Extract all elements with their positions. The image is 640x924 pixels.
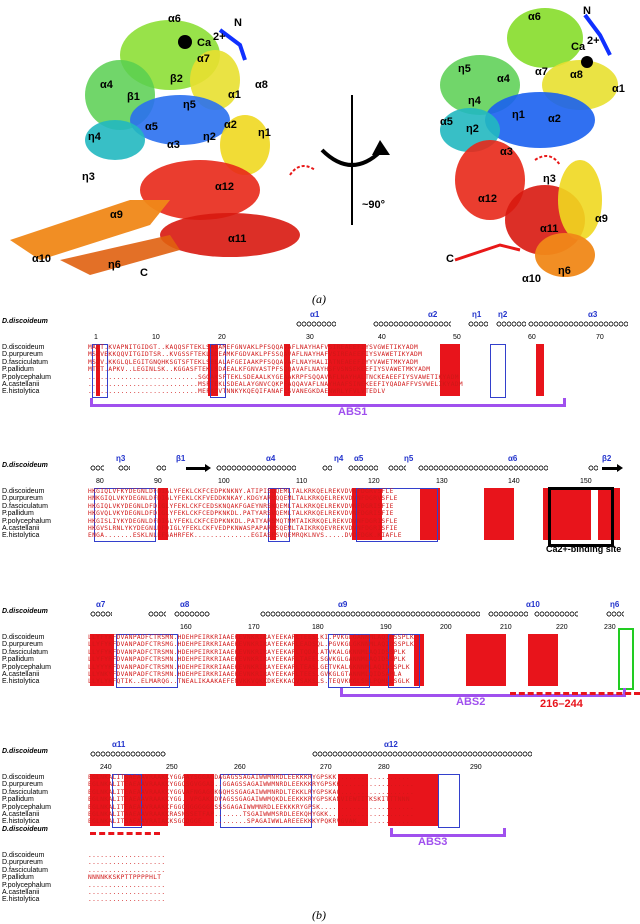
species-names: [2, 634, 51, 686]
sequence-line: HKGVQLVKYDEGNLDFDIGLYFEKLCKFCEDPKNKDL.PATYARSVQEMLTALKRKQELREKVDVNFDGRISFIE: [88, 510, 394, 518]
sequence-line: ENGA.......ESKLNLEFGAHRFEK..............EGIASFSVQEMRQKLNVS.....DVDFDGK.KIAFLE: [88, 532, 402, 540]
residue-number: 200: [440, 624, 452, 631]
sequence-lines: [88, 634, 636, 686]
secondary-structure-row: [88, 310, 636, 332]
species-name: D.fasciculatum: [2, 502, 48, 510]
svg-text:η2: η2: [203, 131, 216, 143]
svg-text:α8: α8: [570, 69, 583, 81]
species-name: D.purpureum: [2, 351, 43, 359]
helix-coil: [216, 465, 296, 471]
sequence-line: EGLNKALITAAEAAVRAAKKRASNSSETFAP.......TSGAIWWMSRDLEEKQHYGKK.....................: [88, 810, 415, 818]
sequence-line: EGLNKALITEAEAAVRAAKKFGGGGGGGGGGSSSGAGAIWWMNRDLEEKKKRYGPSK.......................: [88, 803, 415, 811]
reference-species-header: D.discoideum: [2, 318, 48, 325]
species-name: P.pallidum: [2, 796, 34, 804]
secondary-structure-label: α1: [310, 310, 320, 319]
secondary-structure-row: [88, 454, 636, 476]
species-name: A.castellanii: [2, 380, 40, 388]
residue-number: 80: [96, 478, 104, 485]
species-name: D.discoideum: [2, 852, 45, 859]
svg-text:α3: α3: [500, 146, 513, 158]
species-name: D.discoideum: [2, 344, 45, 351]
secondary-structure-label: η6: [610, 600, 620, 609]
helix-coil: [348, 465, 378, 471]
svg-text:Ca: Ca: [197, 37, 212, 49]
helix-coil: [373, 321, 451, 327]
svg-text:η2: η2: [466, 123, 479, 135]
secondary-structure-label: η3: [116, 454, 126, 463]
secondary-structure-label: η1: [472, 310, 482, 319]
svg-text:N: N: [234, 17, 242, 29]
residue-number: 40: [378, 334, 386, 341]
sequence-line: MSEVEKKQQVITGIDTSR..KVGSSFTEKLSDEAMKFGDVAKLPFSSQAVAFLNAYHAFVSIREAEEFIYSVAWETIKYADM: [88, 351, 423, 359]
svg-text:α4: α4: [100, 79, 113, 91]
species-name: P.polycephalum: [2, 517, 51, 525]
svg-text:α2: α2: [548, 113, 561, 125]
svg-text:η5: η5: [183, 99, 196, 111]
region-216-244-marker: [90, 832, 160, 835]
species-name: E.histolytica: [2, 678, 40, 686]
species-name: P.polycephalum: [2, 663, 51, 671]
residue-number: 10: [152, 334, 160, 341]
residue-number: 90: [154, 478, 162, 485]
helix-coil: [418, 465, 548, 471]
helix-coil: [174, 611, 210, 617]
species-name: D.discoideum: [2, 634, 45, 641]
sequence-line: EGLNKALITSAEAAVRAIAKKSGGDGGE...........SPAGAIWWLAREEEKKKYPQKRVGVAK..............: [88, 818, 415, 826]
svg-text:β2: β2: [170, 73, 183, 85]
residue-number: 110: [296, 478, 308, 485]
svg-text:α3: α3: [167, 139, 180, 151]
svg-text:α1: α1: [612, 83, 625, 95]
residue-number: 270: [320, 764, 332, 771]
residue-number: 280: [378, 764, 390, 771]
species-name: A.castellanii: [2, 670, 40, 678]
species-name: P.polycephalum: [2, 373, 51, 381]
svg-text:α11: α11: [540, 223, 559, 235]
secondary-structure-label: α10: [526, 600, 540, 609]
abs-region-label: ABS3: [418, 835, 448, 848]
svg-text:α9: α9: [595, 213, 608, 225]
residue-number: 210: [500, 624, 512, 631]
svg-text:η6: η6: [558, 265, 571, 277]
secondary-structure-label: α4: [266, 454, 276, 463]
species-name: D.fasciculatum: [2, 358, 48, 366]
residue-number: 190: [380, 624, 392, 631]
species-name: D.purpureum: [2, 859, 43, 867]
helix-coil: [588, 465, 598, 471]
sequence-lines: [88, 488, 636, 540]
svg-text:η1: η1: [258, 127, 271, 139]
svg-text:α1: α1: [228, 89, 241, 101]
sequence-line: NNNNKKSKPTTPPPPHLT: [88, 874, 162, 882]
sequence-line: HKGIQLVKYDEGNLDFDIGLYFEKLCKFCEDSKNQAKFGAEYNRSKQEMLTALKRKQELREKVDVNFDGRISFIE: [88, 502, 394, 510]
svg-text:η4: η4: [88, 131, 101, 143]
sequence-line: EGLNKALITEAEAAVRAAKKYGGQSGVGGAD..GGAGSSAGAIWWMNRDLEEKKKRYGPSKK..................: [88, 781, 415, 789]
sequence-line: ...................: [88, 866, 166, 874]
svg-text:α12: α12: [478, 193, 497, 205]
species-name: E.histolytica: [2, 388, 40, 396]
residue-number: 50: [453, 334, 461, 341]
sequence-line: EGLNKALITSAEAAVRAAKKYGGAAYSGGAGDAGAGSSAGAIWWMNRDLEEKKKRYGPSKK..................: [88, 774, 410, 781]
sequence-line: ...........................MEFKDVTNNKYKQEQIFANAFLSVANEGKDAENWRLYFVLVTEDLV: [88, 388, 386, 396]
svg-text:α2: α2: [224, 119, 237, 131]
helix-coil: [260, 611, 480, 617]
helix-coil: [296, 321, 336, 327]
reference-species-header: D.discoideum: [2, 462, 48, 469]
species-name: A.castellanii: [2, 888, 40, 896]
region-range-label: 216–244: [540, 697, 583, 710]
residue-number: 160: [180, 624, 192, 631]
species-name: P.pallidum: [2, 874, 34, 882]
struct-left-label: α6: [168, 13, 181, 25]
sequence-lines: [88, 852, 636, 904]
helix-coil: [90, 611, 112, 617]
residue-number: 250: [166, 764, 178, 771]
svg-text:α7: α7: [535, 66, 548, 78]
species-name: E.histolytica: [2, 818, 40, 826]
species-name: D.fasciculatum: [2, 648, 48, 656]
residue-number: 260: [234, 764, 246, 771]
species-names: [2, 852, 51, 904]
svg-text:η4: η4: [468, 95, 481, 107]
svg-text:η5: η5: [458, 63, 471, 75]
strand-arrow: [602, 467, 618, 470]
secondary-structure-label: η2: [498, 310, 508, 319]
secondary-structure-label: β1: [176, 454, 186, 463]
sequence-lines: [88, 774, 636, 826]
svg-text:α4: α4: [497, 73, 510, 85]
residue-number: 60: [528, 334, 536, 341]
species-name: E.histolytica: [2, 896, 40, 904]
sequence-line: LLYFYKFDVANPADFCTRSMN.HDEHPEIRKRIAAEKEVNKRIRAYEEKARLTQDA.ATVKALGKNNMLAQIDSSPLK: [88, 648, 406, 656]
secondary-structure-label: α7: [96, 600, 106, 609]
secondary-structure-label: β2: [602, 454, 612, 463]
svg-text:β1: β1: [127, 91, 140, 103]
residue-number: 290: [470, 764, 482, 771]
sequence-line: LLYFYRFDVANPADFCTRSMN.HDEHPEIRKRIAAEKEVNKRIRAYEEKARLTAEE.SGVKGLGANNMLAQIDSSPLK: [88, 656, 406, 664]
sequence-line: ...................: [88, 881, 166, 889]
species-name: D.fasciculatum: [2, 866, 48, 874]
sequence-line: HKGIQLVFKYDEGNLDFDIALYFEKLCKFCEDPKNKNY.ATIPISQQEMLTALKRKQELREKVDVNFDGRVSFLE: [88, 488, 394, 495]
helix-coil: [156, 465, 166, 471]
helix-coil: [118, 465, 130, 471]
residue-number: 240: [100, 764, 112, 771]
species-name: P.polycephalum: [2, 803, 51, 811]
residue-number: 1: [94, 334, 98, 341]
svg-text:C: C: [446, 253, 454, 265]
residue-number: 70: [596, 334, 604, 341]
ca-binding-site-label: Ca2+-binding site: [546, 543, 622, 554]
sequence-line: EGLNKALITEAEAAVRAAKKYGGVAFNGAGGKGQHSSGAGAIWWMNRDLTEKKLRYGPSKAQ..................: [88, 788, 415, 796]
secondary-structure-label: α9: [338, 600, 348, 609]
helix-coil: [90, 465, 104, 471]
helix-coil: [528, 321, 628, 327]
sequence-line: LLYFYKFDVANPADFCTRSMN.HDEHPEIRKRIAAEKEVNKRIRAYEEKARLTEES.KI.PVKGLGANNMLAQIDSSPLK: [88, 634, 415, 641]
sequence-line: LLYFYKFDVANPADFCTRSMG.HDEHPEIRKRIAAEKEVNKRIRAYEEKARLEADSQL.PGVKGLGKNNMLAQIDSSPLK: [88, 641, 415, 649]
secondary-structure-label: α5: [354, 454, 364, 463]
residue-number: 150: [580, 478, 592, 485]
sequence-line: MTET.APKV..LEGINLSK..KGGASFTEKLSDAEALKFGNVASTPFSQQAVAFLNAYHSFVSNSEKEEFIYSVAWETMKYADM: [88, 366, 431, 374]
sequence-lines: [88, 344, 636, 396]
species-name: P.pallidum: [2, 656, 34, 664]
species-name: P.polycephalum: [2, 881, 51, 889]
helix-coil: [468, 321, 488, 327]
sequence-line: EGLNKALITEAEAAVRAAKKYGG..VPGAKGDVAGSSGAGAIWWMQKDLEEKKKRYGPSKANVIEWIITKSKITTTNNN: [88, 796, 410, 804]
svg-text:2+: 2+: [213, 31, 226, 43]
species-names: [2, 774, 51, 826]
svg-text:α8: α8: [255, 79, 268, 91]
strand-arrow: [186, 467, 206, 470]
species-name: D.fasciculatum: [2, 788, 48, 796]
sequence-line: ...................: [88, 896, 166, 904]
residue-number: 180: [312, 624, 324, 631]
svg-text:α10: α10: [522, 273, 541, 285]
svg-text:η6: η6: [108, 259, 121, 271]
sequence-line: LLYNKYFDVANPADFCTRSMN.HDEHPEIRKRIAAEKEVNKRIRAYEEKARLTEES.GVKGLGTANNMLQIDSAPLA: [88, 670, 402, 678]
secondary-structure-label: α11: [112, 740, 126, 749]
species-name: D.purpureum: [2, 641, 43, 649]
residue-number: 20: [218, 334, 226, 341]
species-name: A.castellanii: [2, 524, 40, 532]
residue-number: 130: [436, 478, 448, 485]
rotation-arrow: [322, 95, 390, 225]
species-names: [2, 344, 51, 396]
panel-b-label: (b): [312, 908, 326, 922]
species-name: D.discoideum: [2, 774, 45, 781]
helix-coil: [90, 751, 166, 757]
reference-species-header: D.discoideum: [2, 826, 48, 833]
svg-text:α10: α10: [32, 253, 51, 265]
structure-left: [10, 13, 315, 279]
secondary-structure-label: α8: [180, 600, 190, 609]
sequence-line: ...................: [88, 888, 166, 896]
species-names: [2, 488, 51, 540]
svg-text:η1: η1: [512, 109, 525, 121]
residue-number: 100: [218, 478, 230, 485]
secondary-structure-label: α2: [428, 310, 438, 319]
helix-coil: [488, 611, 528, 617]
secondary-structure-label: α6: [508, 454, 518, 463]
svg-text:Ca: Ca: [571, 41, 586, 53]
residue-number: 30: [306, 334, 314, 341]
residue-number: 120: [368, 478, 380, 485]
region-216-244-marker: [510, 692, 640, 695]
secondary-structure-label: α3: [588, 310, 598, 319]
residue-number: 170: [248, 624, 260, 631]
sequence-line: HKGVSLRNLYKYDEGNLDFDIGLYFEKLCKFVEDPKNWASPAPARKSQEMLTAIKRKQEVREKVDVNFDGRISFIE: [88, 524, 398, 532]
structure-panel-a: [0, 0, 640, 300]
species-name: D.purpureum: [2, 495, 43, 503]
helix-coil: [148, 611, 166, 617]
helix-coil: [322, 465, 332, 471]
secondary-structure-label: η4: [334, 454, 344, 463]
species-name: E.histolytica: [2, 532, 40, 540]
sequence-line: ...........................SGGAKSFTEKLSDEAALKYGEAAKRPFSQQAVAFLNAYHALTNCKEAEEFIYSVAWETIKYADM: [88, 373, 459, 381]
residue-number: 230: [604, 624, 616, 631]
sequence-line: HKGISLIYKYDEGNLDFDIGLYFEKLCKFCEDPKNKDL.PATYARSMQTMMTAIKRKQELREKVDVNFDGRISFLE: [88, 517, 398, 525]
helix-coil: [312, 751, 532, 757]
species-name: D.discoideum: [2, 488, 45, 495]
svg-text:α7: α7: [197, 53, 210, 65]
svg-text:α6: α6: [528, 11, 541, 23]
svg-text:α9: α9: [110, 209, 123, 221]
species-name: D.purpureum: [2, 781, 43, 789]
svg-text:η3: η3: [82, 171, 95, 183]
secondary-structure-label: α12: [384, 740, 398, 749]
svg-text:α5: α5: [145, 121, 158, 133]
secondary-structure-row: [88, 600, 636, 622]
helix-coil: [388, 465, 406, 471]
species-name: P.pallidum: [2, 366, 34, 374]
residue-number: 140: [508, 478, 520, 485]
secondary-structure-row: [88, 740, 636, 762]
sequence-line: LLYLYKFQTIK..ELMARQG..TNEALIKAAKAEFENVKKVQKKDKEKKAQVSAKSLS.TEQVKKGLSHLPQMLLSGLK: [88, 678, 410, 686]
rotation-label: ~90°: [362, 199, 386, 211]
helix-coil: [606, 611, 624, 617]
reference-species-header: D.discoideum: [2, 608, 48, 615]
sequence-line: MAET.KVAPNITGIDGT..KAQQSFTEKLSAEAMEFGNVAKLPFSQQAVAFLNAYHAFVSIREAEEFIYSVGWETIKYADM: [88, 344, 419, 351]
sequence-line: HNKGIQLVKYDEGNLDFDIGLYFEKLCKFVEDDKNKAY.KDGYARSQQEMLTALKRKQELREKVDVNFDGRVSFLE: [88, 495, 398, 503]
abs-region-label: ABS1: [338, 405, 368, 418]
sequence-line: MSDV.KKGLQLEGITGNQHKSGTSFTEKLSEEALAFGEIAAKPFSQQAVAFLNAYHALIATNEAEEFIYYVAWETMKYADM: [88, 358, 419, 366]
svg-text:η3: η3: [543, 173, 556, 185]
reference-species-header: D.discoideum: [2, 748, 48, 755]
svg-text:2+: 2+: [587, 35, 600, 47]
svg-text:α11: α11: [228, 233, 247, 245]
species-name: A.castellanii: [2, 810, 40, 818]
abs-region-label: ABS2: [456, 695, 486, 708]
svg-text:α12: α12: [215, 181, 234, 193]
secondary-structure-label: η5: [404, 454, 414, 463]
svg-text:C: C: [140, 267, 148, 279]
panel-a-label: (a): [312, 292, 326, 306]
sequence-line: LLYYYKFDVANPADFCTRSMN.HDEHPEIRKRIAAEKEVNKRIRAYEEKARLTEAS.GETVKALGKNNMLAQIDSSPLK: [88, 663, 410, 671]
sequence-line: ...................: [88, 852, 166, 859]
species-name: P.pallidum: [2, 510, 34, 518]
sequence-line: ...................: [88, 859, 166, 867]
abs-region-bar: [90, 398, 566, 407]
residue-number: 220: [556, 624, 568, 631]
sequence-line: ...........................MSFTEKLSDEALAYGNVCQKPFAQQAVAFLNAYHAAFSINEKEEFIYQADAFFVSVWELIKYADM: [88, 380, 463, 388]
helix-coil: [534, 611, 578, 617]
svg-text:N: N: [583, 5, 591, 17]
helix-coil: [496, 321, 526, 327]
svg-text:α5: α5: [440, 116, 453, 128]
abs-region-bar: [390, 828, 506, 837]
structure-right: [440, 5, 625, 285]
